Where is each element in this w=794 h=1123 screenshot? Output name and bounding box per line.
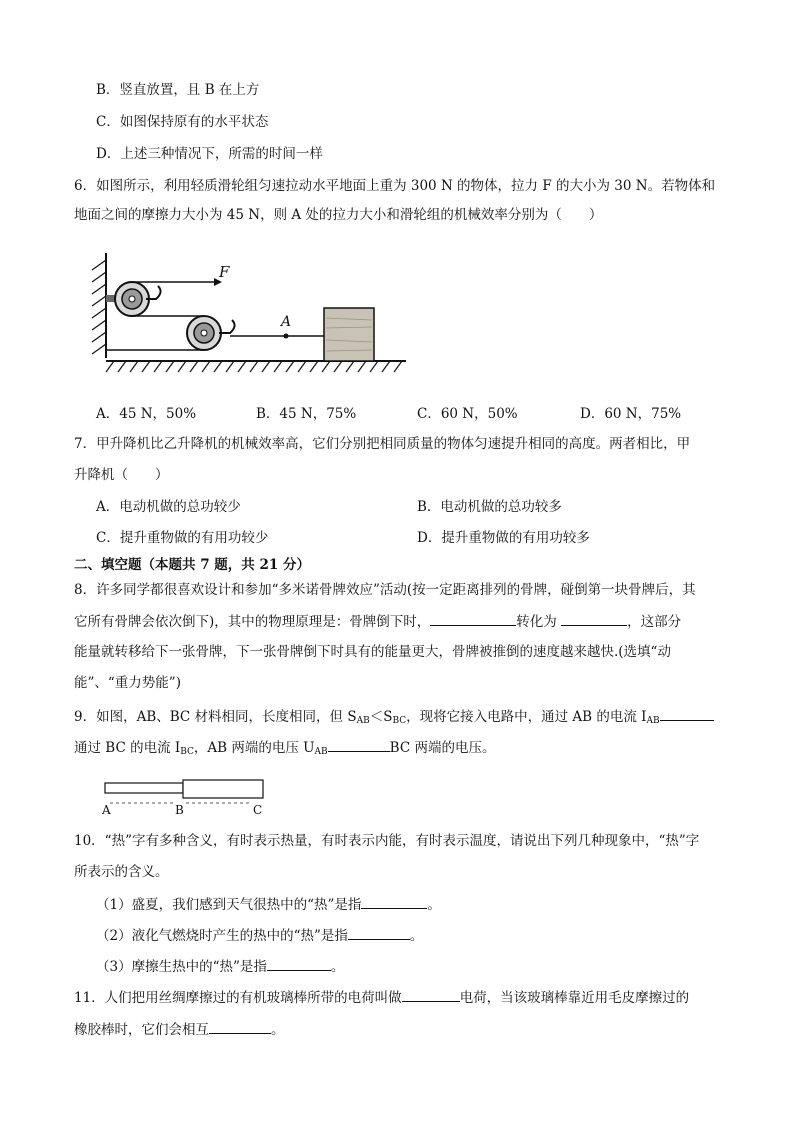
q6-stem-line1: 6．如图所示，利用轻质滑轮组匀速拉动水平地面上重为 300 N 的物体，拉力 F 的大小为 30 N。若物体和 [74,178,716,194]
q9-blank-2[interactable] [328,737,390,752]
q5-option-b: B．竖直放置，且 B 在上方 [96,82,260,98]
q6-option-d: D．60 N，75% [580,406,682,422]
q10-stem-line1: 10．“热”字有多种含义，有时表示热量，有时表示内能，有时表示温度，请说出下列几种现象中，“热”字 [74,833,700,849]
q5-option-d: D．上述三种情况下，所需的时间一样 [96,146,323,162]
q6-option-c: C．60 N，50% [417,406,518,422]
q7-option-a: A．电动机做的总功较少 [96,499,241,515]
q10-blank-1[interactable] [361,894,427,909]
q8-stem-line1: 8．许多同学都很喜欢设计和参加“多米诺骨牌效应”活动(按一定距离排列的骨牌，碰倒第一块骨牌后，其 [74,582,696,598]
q11-stem-line1: 11．人们把用丝绸摩擦过的有机玻璃棒所带的电荷叫做 电荷，当该玻璃棒靠近用毛皮摩擦过的 [74,987,689,1008]
q10-blank-2[interactable] [348,925,410,940]
pulley-figure [84,248,414,380]
q8-stem-line3: 能量就转移给下一张骨牌，下一张骨牌倒下时具有的能量更大，骨牌被推倒的速度越来越快.(选填“动 [74,644,671,660]
q10-sub1: （1）盛夏，我们感到天气很热中的“热”是指 。 [96,894,441,915]
q8-blank-1[interactable] [430,611,516,626]
q8-stem-line2: 它所有骨牌会依次倒下)，其中的物理原理是：骨牌倒下时， 转化为 ，这部分 [74,611,681,632]
q7-stem-line2: 升降机（ ） [74,467,169,483]
figure-label-f: F [219,263,230,281]
section-heading: 二、填空题（本题共 7 题，共 21 分） [74,557,310,573]
q10-blank-3[interactable] [267,956,331,971]
q6-stem-line2: 地面之间的摩擦力大小为 45 N，则 A 处的拉力大小和滑轮组的机械效率分别为（ ） [74,207,603,223]
figure-label-a-point: A [102,803,111,817]
q9-stem-line1: 9．如图，AB、BC 材料相同，长度相同，但 $S_{AB}<S_{BC}$，现将它接入电路中，通过 AB 的电流 $I_{AB}$ [74,706,714,731]
figure-label-a: A [281,314,292,330]
q10-sub2: （2）液化气燃烧时产生的热中的“热”是指 。 [96,925,423,946]
q7-option-b: B．电动机做的总功较多 [417,499,562,515]
q7-stem-line1: 7．甲升降机比乙升降机的机械效率高，它们分别把相同质量的物体匀速提升相同的高度。两者相比，甲 [74,436,691,452]
q7-option-d: D．提升重物做的有用功较多 [417,530,590,546]
q10-sub3: （3）摩擦生热中的“热”是指 。 [96,956,344,977]
q11-blank-2[interactable] [209,1019,271,1034]
q8-blank-2[interactable] [561,611,627,626]
q6-option-b: B．45 N，75% [256,406,357,422]
q11-blank-1[interactable] [402,987,460,1002]
q9-stem-line2: 通过 BC 的电流 $I_{BC}$，AB 两端的电压 $U_{AB}$ BC 两端的电压。 [74,737,495,762]
q11-stem-line2: 橡胶棒时，它们会相互 。 [74,1019,285,1040]
q5-option-c: C．如图保持原有的水平状态 [96,114,269,130]
figure-label-c-point: C [253,803,263,817]
q9-blank-1[interactable] [660,706,714,721]
q10-stem-line2: 所表示的含义。 [74,864,169,880]
q6-option-a: A．45 N，50% [96,406,197,422]
q7-option-c: C．提升重物做的有用功较少 [96,530,269,546]
figure-label-b-point: B [175,803,184,817]
q8-stem-line4: 能”、“重力势能”) [74,675,181,691]
